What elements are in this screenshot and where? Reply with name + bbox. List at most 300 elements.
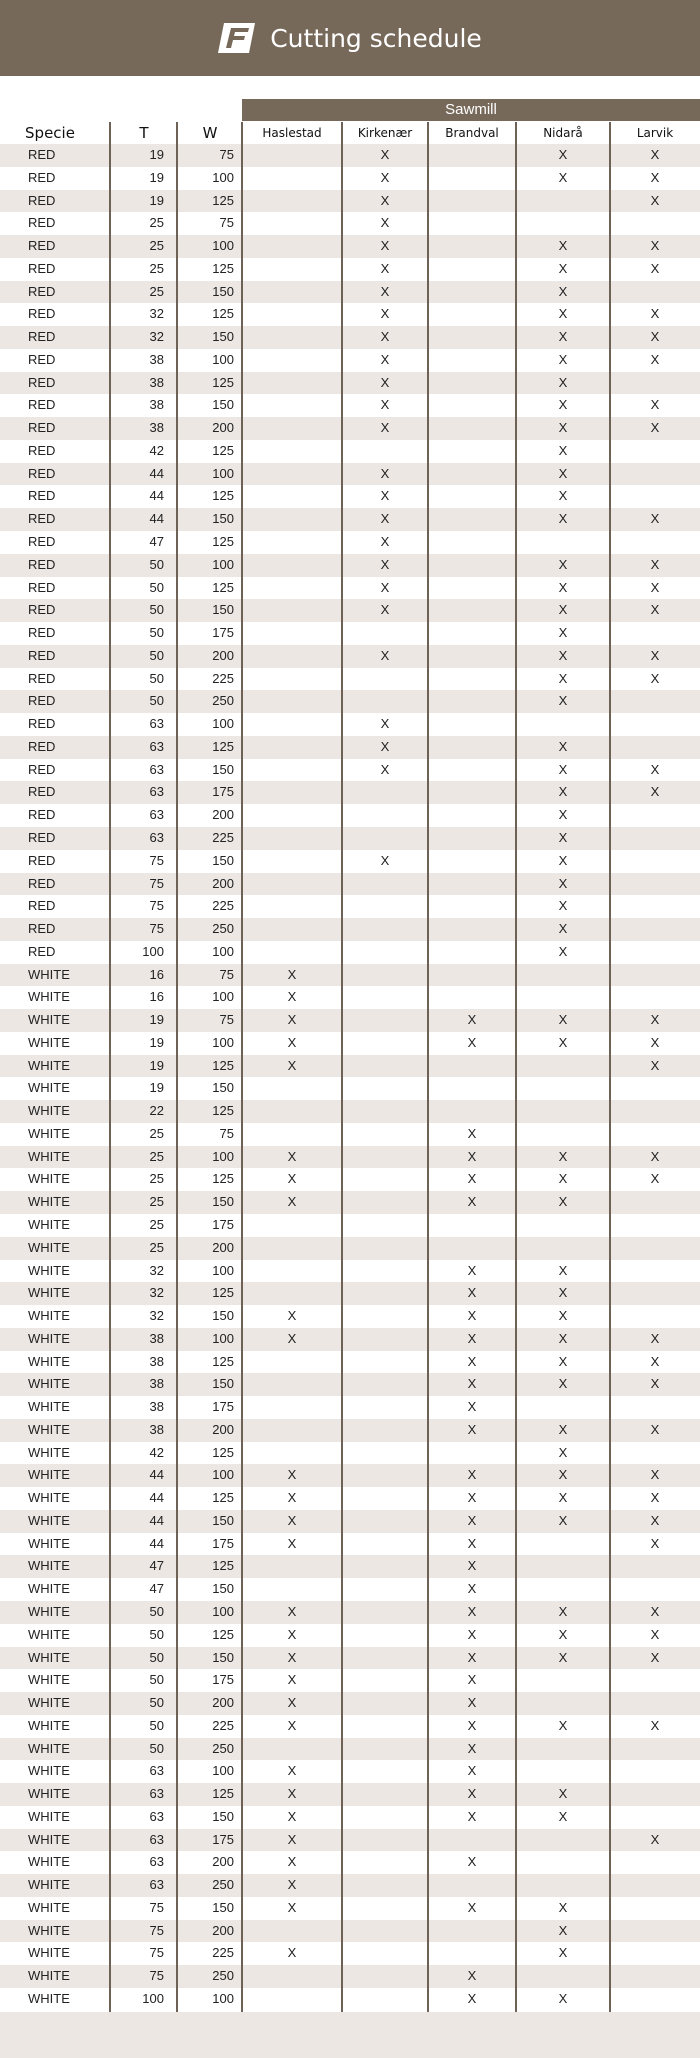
table-row — [0, 372, 700, 395]
mark-nidara: X — [558, 306, 568, 322]
mark-brandval: X — [467, 1991, 477, 2007]
mark-larvik: X — [650, 1034, 660, 1050]
mark-nidara: X — [558, 784, 568, 800]
width-cell: 125 — [212, 442, 234, 458]
thickness-cell: 63 — [149, 1854, 164, 1870]
width-cell: 150 — [212, 1194, 234, 1210]
width-cell: 125 — [212, 1057, 234, 1073]
mark-larvik: X — [650, 238, 660, 254]
mark-larvik: X — [650, 761, 660, 777]
specie-cell: WHITE — [28, 1171, 70, 1187]
table-row — [0, 895, 700, 918]
specie-cell: WHITE — [28, 1194, 70, 1210]
width-cell: 75 — [219, 1012, 234, 1028]
table-row — [0, 281, 700, 304]
mark-nidara: X — [558, 1945, 568, 1961]
table-row — [0, 781, 700, 804]
mark-nidara: X — [558, 556, 568, 572]
mark-larvik: X — [650, 306, 660, 322]
mark-brandval: X — [467, 1899, 477, 1915]
mark-nidara: X — [558, 1444, 568, 1460]
specie-cell: RED — [28, 670, 56, 686]
table-row — [0, 1988, 700, 2011]
thickness-cell: 32 — [149, 329, 164, 345]
thickness-cell: 75 — [149, 921, 164, 937]
thickness-cell: 50 — [149, 1740, 164, 1756]
mark-brandval: X — [467, 1399, 477, 1415]
thickness-cell: 75 — [149, 1922, 164, 1938]
table-row — [0, 1260, 700, 1283]
width-cell: 125 — [212, 534, 234, 550]
mark-haslestad: X — [287, 1171, 297, 1187]
specie-cell: WHITE — [28, 1125, 70, 1141]
table-row — [0, 964, 700, 987]
thickness-cell: 25 — [149, 238, 164, 254]
table-row — [0, 1146, 700, 1169]
specie-cell: RED — [28, 511, 56, 527]
mark-nidara: X — [558, 488, 568, 504]
width-cell: 100 — [212, 716, 234, 732]
thickness-cell: 50 — [149, 556, 164, 572]
mark-larvik: X — [650, 1512, 660, 1528]
mark-larvik: X — [650, 579, 660, 595]
thickness-cell: 25 — [149, 283, 164, 299]
mark-nidara: X — [558, 1808, 568, 1824]
mark-brandval: X — [467, 1194, 477, 1210]
width-cell: 250 — [212, 693, 234, 709]
mark-kirkenaer: X — [380, 579, 390, 595]
mark-haslestad: X — [287, 1012, 297, 1028]
mark-haslestad: X — [287, 1717, 297, 1733]
thickness-cell: 50 — [149, 647, 164, 663]
thickness-cell: 63 — [149, 807, 164, 823]
width-cell: 125 — [212, 1558, 234, 1574]
width-cell: 100 — [212, 169, 234, 185]
specie-cell: RED — [28, 215, 56, 231]
mark-haslestad: X — [287, 1831, 297, 1847]
width-cell: 150 — [212, 397, 234, 413]
table-row — [0, 804, 700, 827]
width-cell: 150 — [212, 1899, 234, 1915]
width-cell: 100 — [212, 989, 234, 1005]
page-footer — [0, 2012, 700, 2058]
width-cell: 100 — [212, 465, 234, 481]
mark-larvik: X — [650, 602, 660, 618]
table-row — [0, 554, 700, 577]
width-cell: 150 — [212, 1308, 234, 1324]
table-row — [0, 440, 700, 463]
width-cell: 125 — [212, 192, 234, 208]
width-cell: 100 — [212, 1034, 234, 1050]
mark-larvik: X — [650, 784, 660, 800]
thickness-cell: 38 — [149, 1330, 164, 1346]
table-row — [0, 167, 700, 190]
mark-kirkenaer: X — [380, 147, 390, 162]
mark-nidara: X — [558, 647, 568, 663]
mark-nidara: X — [558, 921, 568, 937]
width-cell: 125 — [212, 1626, 234, 1642]
mark-larvik: X — [650, 260, 660, 276]
mark-larvik: X — [650, 1353, 660, 1369]
mark-kirkenaer: X — [380, 716, 390, 732]
width-cell: 200 — [212, 1239, 234, 1255]
mark-haslestad: X — [287, 989, 297, 1005]
mark-brandval: X — [467, 1604, 477, 1619]
mark-larvik: X — [650, 397, 660, 413]
table-row — [0, 417, 700, 440]
specie-cell: WHITE — [28, 989, 70, 1005]
width-cell: 200 — [212, 1922, 234, 1938]
mark-larvik: X — [650, 147, 660, 162]
mark-haslestad: X — [287, 1877, 297, 1893]
thickness-cell: 19 — [149, 169, 164, 185]
table-row — [0, 918, 700, 941]
width-cell: 100 — [212, 1148, 234, 1164]
specie-cell: RED — [28, 260, 56, 276]
thickness-cell: 19 — [149, 1012, 164, 1028]
width-cell: 250 — [212, 1740, 234, 1756]
width-cell: 75 — [219, 215, 234, 231]
width-cell: 100 — [212, 1467, 234, 1483]
mark-nidara: X — [558, 1171, 568, 1187]
width-cell: 100 — [212, 1991, 234, 2007]
width-cell: 100 — [212, 556, 234, 572]
mark-haslestad: X — [287, 1467, 297, 1483]
mark-larvik: X — [650, 1717, 660, 1733]
table-row — [0, 622, 700, 645]
mark-nidara: X — [558, 283, 568, 299]
thickness-cell: 100 — [142, 1991, 164, 2007]
mark-kirkenaer: X — [380, 420, 390, 436]
mark-nidara: X — [558, 420, 568, 436]
mark-larvik: X — [650, 351, 660, 367]
table-row — [0, 1510, 700, 1533]
specie-cell: RED — [28, 420, 56, 436]
mark-larvik: X — [650, 1148, 660, 1164]
thickness-cell: 63 — [149, 1763, 164, 1779]
mark-nidara: X — [558, 1308, 568, 1324]
mark-haslestad: X — [287, 1649, 297, 1665]
table-row — [0, 1328, 700, 1351]
mark-larvik: X — [650, 329, 660, 345]
table-row — [0, 1669, 700, 1692]
mark-kirkenaer: X — [380, 397, 390, 413]
mark-larvik: X — [650, 1057, 660, 1073]
mark-larvik: X — [650, 1330, 660, 1346]
page-header — [0, 0, 700, 76]
mark-larvik: X — [650, 1376, 660, 1392]
mark-kirkenaer: X — [380, 602, 390, 618]
mark-nidara: X — [558, 1717, 568, 1733]
table-row — [0, 1237, 700, 1260]
mark-nidara: X — [558, 351, 568, 367]
mark-nidara: X — [558, 602, 568, 618]
specie-cell: RED — [28, 192, 56, 208]
mark-nidara: X — [558, 1649, 568, 1665]
table-row — [0, 1487, 700, 1510]
mark-nidara: X — [558, 852, 568, 868]
width-cell: 150 — [212, 1808, 234, 1824]
specie-cell: RED — [28, 329, 56, 345]
width-cell: 125 — [212, 260, 234, 276]
specie-cell: WHITE — [28, 1649, 70, 1665]
mark-brandval: X — [467, 1740, 477, 1756]
specie-cell: WHITE — [28, 1740, 70, 1756]
thickness-cell: 75 — [149, 852, 164, 868]
width-cell: 200 — [212, 807, 234, 823]
thickness-cell: 63 — [149, 784, 164, 800]
mark-nidara: X — [558, 943, 568, 959]
thickness-cell: 42 — [149, 1444, 164, 1460]
mark-brandval: X — [467, 1581, 477, 1597]
thickness-cell: 47 — [149, 1558, 164, 1574]
thickness-cell: 75 — [149, 875, 164, 891]
width-cell: 125 — [212, 306, 234, 322]
mark-kirkenaer: X — [380, 556, 390, 572]
mark-brandval: X — [467, 1649, 477, 1665]
mark-kirkenaer: X — [380, 488, 390, 504]
specie-cell: RED — [28, 488, 56, 504]
thickness-cell: 16 — [149, 989, 164, 1005]
mark-haslestad: X — [287, 1330, 297, 1346]
mark-nidara: X — [558, 1376, 568, 1392]
width-cell: 100 — [212, 1330, 234, 1346]
thickness-cell: 47 — [149, 534, 164, 550]
specie-cell: WHITE — [28, 1786, 70, 1802]
mark-haslestad: X — [287, 1034, 297, 1050]
width-cell: 175 — [212, 784, 234, 800]
mark-nidara: X — [558, 1285, 568, 1301]
thickness-cell: 44 — [149, 511, 164, 527]
specie-cell: RED — [28, 625, 56, 641]
specie-cell: WHITE — [28, 1057, 70, 1073]
width-cell: 125 — [212, 1444, 234, 1460]
specie-cell: WHITE — [28, 1353, 70, 1369]
mark-brandval: X — [467, 1626, 477, 1642]
specie-cell: RED — [28, 306, 56, 322]
mark-kirkenaer: X — [380, 306, 390, 322]
table-row — [0, 1555, 700, 1578]
width-cell: 150 — [212, 511, 234, 527]
specie-cell: WHITE — [28, 1421, 70, 1437]
width-cell: 150 — [212, 1376, 234, 1392]
specie-cell: WHITE — [28, 1763, 70, 1779]
mark-kirkenaer: X — [380, 534, 390, 550]
mark-brandval: X — [467, 1535, 477, 1551]
thickness-cell: 38 — [149, 1376, 164, 1392]
mark-brandval: X — [467, 1171, 477, 1187]
mark-nidara: X — [558, 260, 568, 276]
mark-brandval: X — [467, 1672, 477, 1688]
width-cell: 150 — [212, 1581, 234, 1597]
mark-kirkenaer: X — [380, 738, 390, 754]
mark-haslestad: X — [287, 1604, 297, 1619]
table-row — [0, 1351, 700, 1374]
mark-kirkenaer: X — [380, 192, 390, 208]
mark-brandval: X — [467, 1808, 477, 1824]
specie-cell: WHITE — [28, 1034, 70, 1050]
table-row — [0, 1647, 700, 1670]
mark-nidara: X — [558, 465, 568, 481]
specie-cell: WHITE — [28, 1854, 70, 1870]
mark-larvik: X — [650, 1831, 660, 1847]
table-row — [0, 1897, 700, 1920]
thickness-cell: 63 — [149, 1808, 164, 1824]
mark-brandval: X — [467, 1467, 477, 1483]
table-row — [0, 1783, 700, 1806]
thickness-cell: 44 — [149, 465, 164, 481]
thickness-cell: 42 — [149, 442, 164, 458]
thickness-cell: 32 — [149, 306, 164, 322]
table-row — [0, 1829, 700, 1852]
mark-larvik: X — [650, 647, 660, 663]
table-row — [0, 1191, 700, 1214]
specie-cell: RED — [28, 943, 56, 959]
thickness-cell: 25 — [149, 1171, 164, 1187]
mark-larvik: X — [650, 511, 660, 527]
thickness-cell: 75 — [149, 1968, 164, 1984]
specie-cell: WHITE — [28, 1877, 70, 1893]
mark-nidara: X — [558, 1148, 568, 1164]
thickness-cell: 50 — [149, 625, 164, 641]
specie-cell: WHITE — [28, 1945, 70, 1961]
mark-nidara: X — [558, 807, 568, 823]
specie-cell: RED — [28, 238, 56, 254]
specie-cell: WHITE — [28, 1831, 70, 1847]
width-cell: 100 — [212, 238, 234, 254]
specie-cell: WHITE — [28, 1308, 70, 1324]
width-cell: 100 — [212, 351, 234, 367]
table-row — [0, 326, 700, 349]
width-cell: 125 — [212, 488, 234, 504]
specie-cell: RED — [28, 397, 56, 413]
table-row — [0, 258, 700, 281]
table-row — [0, 1920, 700, 1943]
table-row — [0, 1738, 700, 1761]
thickness-cell: 50 — [149, 579, 164, 595]
specie-cell: RED — [28, 716, 56, 732]
column-header-w: W — [202, 124, 218, 142]
thickness-cell: 50 — [149, 1649, 164, 1665]
specie-cell: WHITE — [28, 1604, 70, 1619]
specie-cell: WHITE — [28, 1444, 70, 1460]
specie-cell: WHITE — [28, 1080, 70, 1096]
mark-nidara: X — [558, 1604, 568, 1619]
specie-cell: RED — [28, 875, 56, 891]
width-cell: 125 — [212, 1786, 234, 1802]
company-logo-icon — [218, 22, 256, 54]
column-divider — [341, 122, 343, 2012]
table-row — [0, 736, 700, 759]
mark-kirkenaer: X — [380, 238, 390, 254]
table-row — [0, 1760, 700, 1783]
mark-nidara: X — [558, 738, 568, 754]
width-cell: 125 — [212, 1171, 234, 1187]
mark-nidara: X — [558, 238, 568, 254]
mark-haslestad: X — [287, 1490, 297, 1506]
mark-nidara: X — [558, 1421, 568, 1437]
mark-nidara: X — [558, 147, 568, 162]
specie-cell: WHITE — [28, 1216, 70, 1232]
table-row — [0, 1464, 700, 1487]
width-cell: 175 — [212, 625, 234, 641]
table-row — [0, 850, 700, 873]
width-cell: 200 — [212, 647, 234, 663]
specie-cell: WHITE — [28, 1558, 70, 1574]
thickness-cell: 50 — [149, 1672, 164, 1688]
specie-cell: RED — [28, 556, 56, 572]
table-row — [0, 1442, 700, 1465]
thickness-cell: 25 — [149, 215, 164, 231]
column-header-larvik: Larvik — [636, 126, 674, 140]
mark-kirkenaer: X — [380, 351, 390, 367]
table-row — [0, 645, 700, 668]
mark-nidara: X — [558, 1490, 568, 1506]
table-row — [0, 1396, 700, 1419]
mark-nidara: X — [558, 1626, 568, 1642]
column-header-kirkenaer: Kirkenær — [357, 126, 413, 140]
mark-haslestad: X — [287, 1763, 297, 1779]
mark-larvik: X — [650, 169, 660, 185]
mark-kirkenaer: X — [380, 260, 390, 276]
mark-nidara: X — [558, 1899, 568, 1915]
thickness-cell: 38 — [149, 420, 164, 436]
table-row — [0, 1168, 700, 1191]
mark-nidara: X — [558, 1922, 568, 1938]
thickness-cell: 22 — [149, 1103, 164, 1119]
mark-haslestad: X — [287, 1308, 297, 1324]
specie-cell: RED — [28, 169, 56, 185]
mark-larvik: X — [650, 1604, 660, 1619]
specie-cell: WHITE — [28, 1922, 70, 1938]
table-row — [0, 485, 700, 508]
width-cell: 225 — [212, 670, 234, 686]
table-row — [0, 394, 700, 417]
mark-brandval: X — [467, 1330, 477, 1346]
mark-brandval: X — [467, 1695, 477, 1711]
mark-brandval: X — [467, 1968, 477, 1984]
width-cell: 100 — [212, 1262, 234, 1278]
column-divider — [241, 122, 243, 2012]
mark-brandval: X — [467, 1262, 477, 1278]
thickness-cell: 25 — [149, 1148, 164, 1164]
mark-nidara: X — [558, 1467, 568, 1483]
width-cell: 225 — [212, 1717, 234, 1733]
width-cell: 175 — [212, 1831, 234, 1847]
width-cell: 200 — [212, 1421, 234, 1437]
specie-cell: WHITE — [28, 1581, 70, 1597]
table-row — [0, 1373, 700, 1396]
thickness-cell: 50 — [149, 1695, 164, 1711]
specie-cell: RED — [28, 807, 56, 823]
width-cell: 150 — [212, 852, 234, 868]
mark-haslestad: X — [287, 1786, 297, 1802]
table-row — [0, 1009, 700, 1032]
thickness-cell: 75 — [149, 1945, 164, 1961]
mark-nidara: X — [558, 1786, 568, 1802]
table-row — [0, 1715, 700, 1738]
width-cell: 225 — [212, 829, 234, 845]
mark-nidara: X — [558, 875, 568, 891]
thickness-cell: 25 — [149, 1194, 164, 1210]
mark-nidara: X — [558, 1012, 568, 1028]
table-row — [0, 1282, 700, 1305]
specie-cell: RED — [28, 602, 56, 618]
mark-larvik: X — [650, 1490, 660, 1506]
mark-nidara: X — [558, 374, 568, 390]
specie-cell: WHITE — [28, 1672, 70, 1688]
width-cell: 175 — [212, 1672, 234, 1688]
